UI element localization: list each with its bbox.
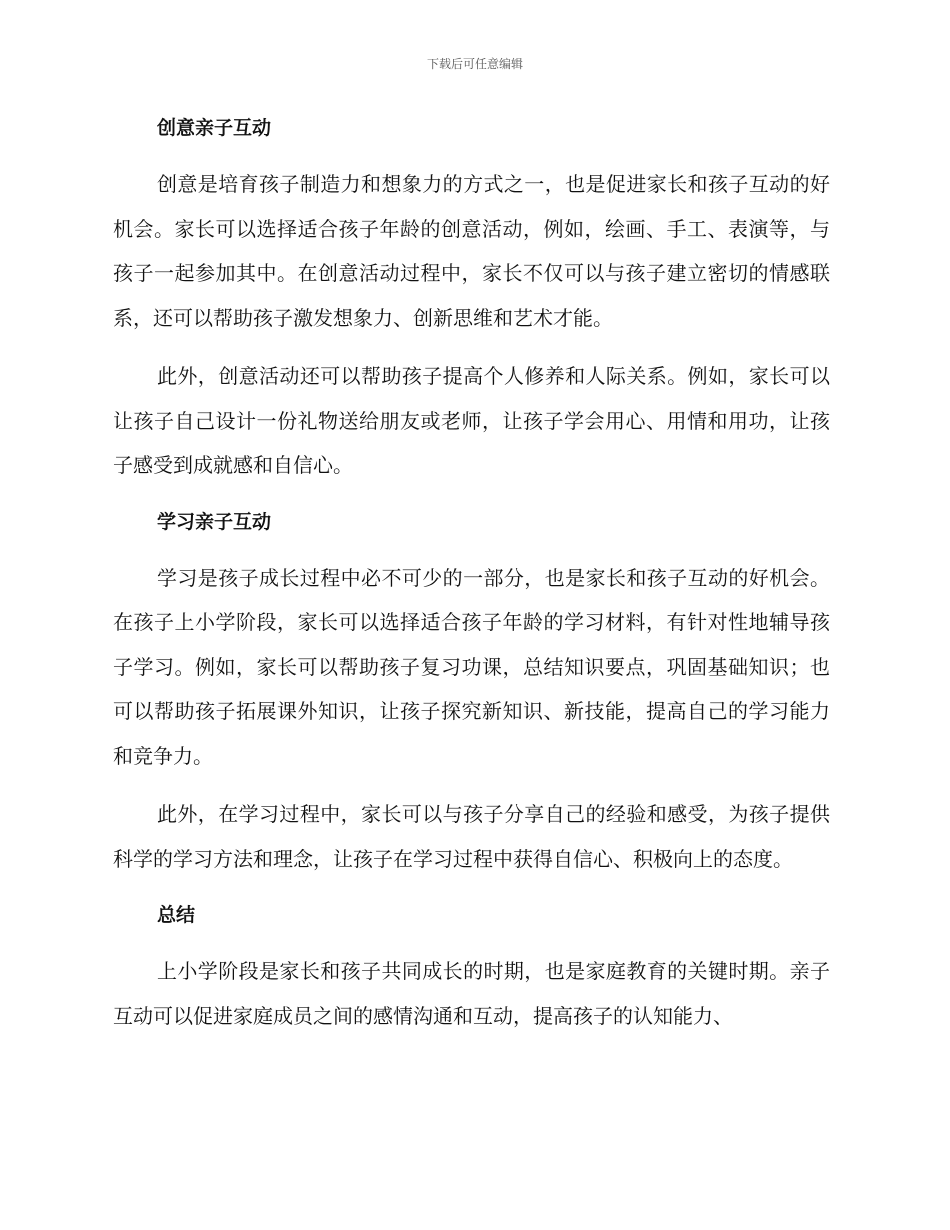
paragraph: 此外，创意活动还可以帮助孩子提高个人修养和人际关系。例如，家长可以让孩子自己设计一份礼物送给朋友或老师，让孩子学会用心、用情和用功，让孩子感受到成就感和自信心。 [113,364,830,477]
document-body [113,112,830,1038]
header-note: 下载后可任意编辑 [426,57,523,71]
section-heading-learning: 学习亲子互动 [157,510,272,533]
section-heading-creative: 创意亲子互动 [157,117,272,139]
paragraph: 创意是培育孩子制造力和想象力的方式之一，也是促进家长和孩子互动的好机会。家长可以选择适合孩子年龄的创意活动，例如，绘画、手工、表演等，与孩子一起参加其中。在创意活动过程中，家长不仅可以与孩子建立密切的情感联系，还可以帮助孩子激发想象力、创新思维和艺术才能。 [113,172,830,330]
paragraph: 学习是孩子成长过程中必不可少的一部分，也是家长和孩子互动的好机会。在孩子上小学阶段，家长可以选择适合孩子年龄的学习材料，有针对性地辅导孩子学习。例如，家长可以帮助孩子复习功课，总结知识要点，巩固基础知识；也可以帮助孩子拓展课外知识，让孩子探究新知识、新技能，提高自己的学习能力和竞争力。 [113,565,830,768]
paragraph: 上小学阶段是家长和孩子共同成长的时期，也是家庭教育的关键时期。亲子互动可以促进家庭成员之间的感情沟通和互动，提高孩子的认知能力、 [113,959,830,1028]
section-heading-summary: 总结 [157,904,196,926]
paragraph: 此外，在学习过程中，家长可以与孩子分享自己的经验和感受，为孩子提供科学的学习方法和理念，让孩子在学习过程中获得自信心、积极向上的态度。 [113,802,830,871]
